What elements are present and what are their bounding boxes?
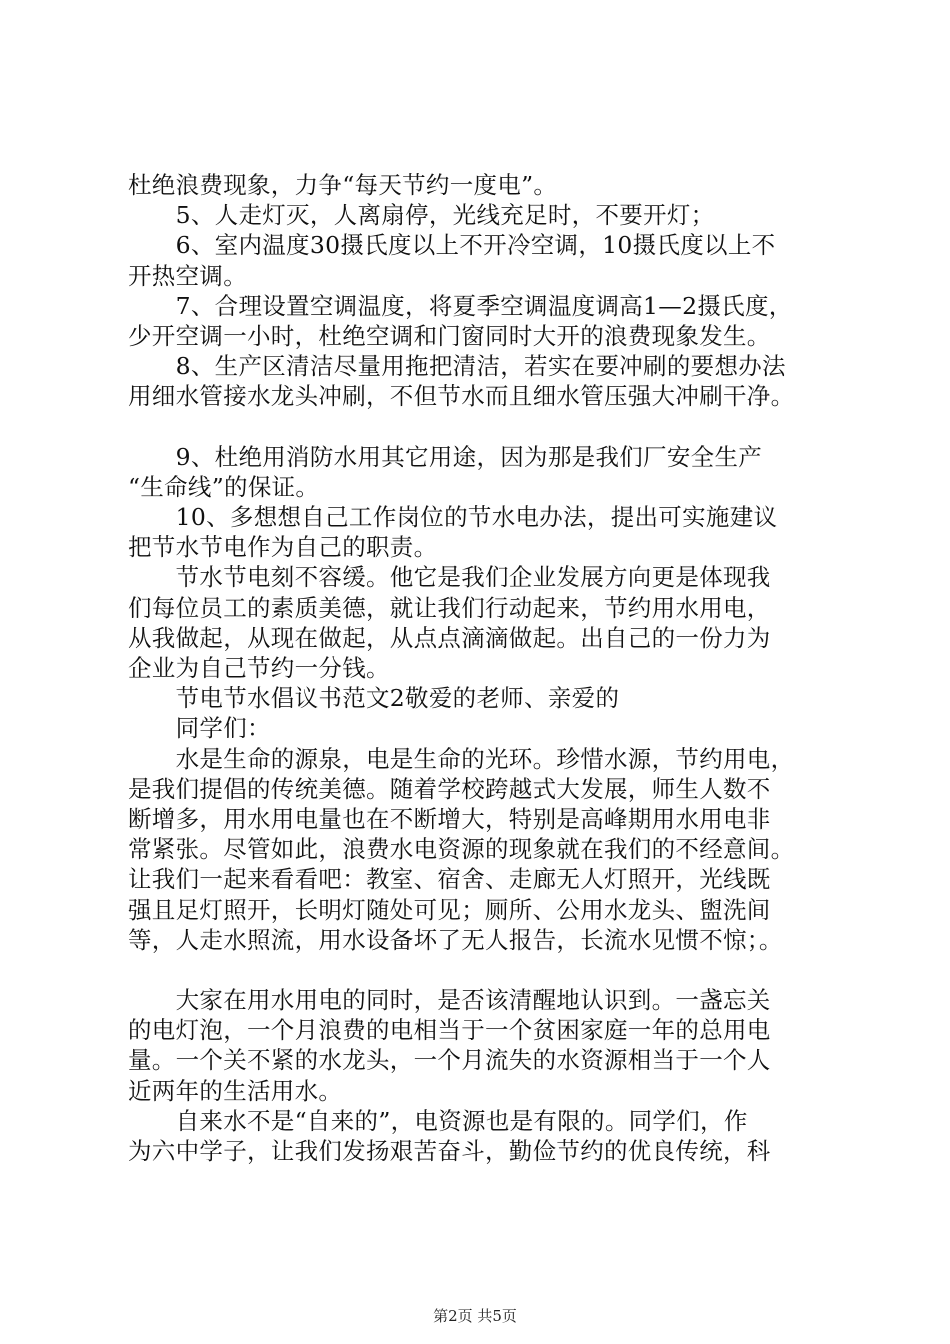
text-line: 们每位员工的素质美德，就让我们行动起来，节约用水用电，: [128, 593, 771, 622]
text-line: 开热空调。: [128, 261, 247, 290]
text-line: 企业为自己节约一分钱。: [128, 654, 390, 682]
text-line: 节水节电刻不容缓。他它是我们企业发展方向更是体现我: [128, 563, 771, 592]
document-body: [128, 170, 848, 1166]
text-line: 自来水不是“自来的”，电资源也是有限的。同学们，作: [128, 1106, 748, 1135]
blank-line: [128, 412, 848, 442]
text-line: 8、生产区清洁尽量用拖把清洁，若实在要冲刷的要想办法: [128, 352, 786, 381]
text-line: “生命线”的保证。: [128, 472, 320, 501]
text-line: 把节水节电作为自己的职责。: [128, 533, 438, 562]
text-line: 5、人走灯灭，人离扇停，光线充足时，不要开灯；: [128, 201, 715, 230]
text-line: 常紧张。尽管如此，浪费水电资源的现象就在我们的不经意间。: [128, 835, 795, 864]
text-line: 少开空调一小时，杜绝空调和门窗同时大开的浪费现象发生。: [128, 321, 771, 350]
text-line: 杜绝浪费现象，力争“每天节约一度电”。: [128, 171, 558, 199]
text-line: 近两年的生活用水。: [128, 1076, 343, 1105]
text-line: 同学们：: [128, 714, 271, 743]
blank-line: [128, 955, 848, 985]
text-line: 量。一个关不紧的水龙头，一个月流失的水资源相当于一个人: [128, 1046, 771, 1075]
text-line: 强且足灯照开，长明灯随处可见；厕所、公用水龙头、盥洗间: [128, 895, 771, 924]
text-line: 6、室内温度30摄氏度以上不开冷空调，10摄氏度以上不: [128, 231, 776, 260]
text-line: 为六中学子，让我们发扬艰苦奋斗，勤俭节约的优良传统，科: [128, 1137, 771, 1165]
text-line: 的电灯泡，一个月浪费的电相当于一个贫困家庭一年的总用电: [128, 1016, 771, 1045]
text-line: 大家在用水用电的同时，是否该清醒地认识到。一盏忘关: [128, 986, 771, 1015]
text-line: 从我做起，从现在做起，从点点滴滴做起。出自己的一份力为: [128, 623, 771, 652]
text-line: 等，人走水照流，用水设备坏了无人报告，长流水见惯不惊；。: [128, 925, 783, 954]
text-line: 让我们一起来看看吧：教室、宿舍、走廊无人灯照开，光线既: [128, 865, 771, 894]
text-line: 断增多，用水用电量也在不断增大，特别是高峰期用水用电非: [128, 804, 771, 833]
text-line: 7、合理设置空调温度，将夏季空调温度调高1—2摄氏度，: [128, 291, 793, 320]
page-footer: 第2页 共5页: [433, 1307, 517, 1325]
text-line: 是我们提倡的传统美德。随着学校跨越式大发展，师生人数不: [128, 774, 771, 803]
text-line: 10、多想想自己工作岗位的节水电办法，提出可实施建议: [128, 503, 778, 532]
text-line: 水是生命的源泉，电是生命的光环。珍惜水源，节约用电，: [128, 744, 795, 773]
text-line: 9、杜绝用消防水用其它用途，因为那是我们厂安全生产: [128, 442, 763, 471]
text-line: 用细水管接水龙头冲刷，不但节水而且细水管压强大冲刷干净。: [128, 382, 795, 411]
text-line: 节电节水倡议书范文2敬爱的老师、亲爱的: [128, 684, 620, 713]
